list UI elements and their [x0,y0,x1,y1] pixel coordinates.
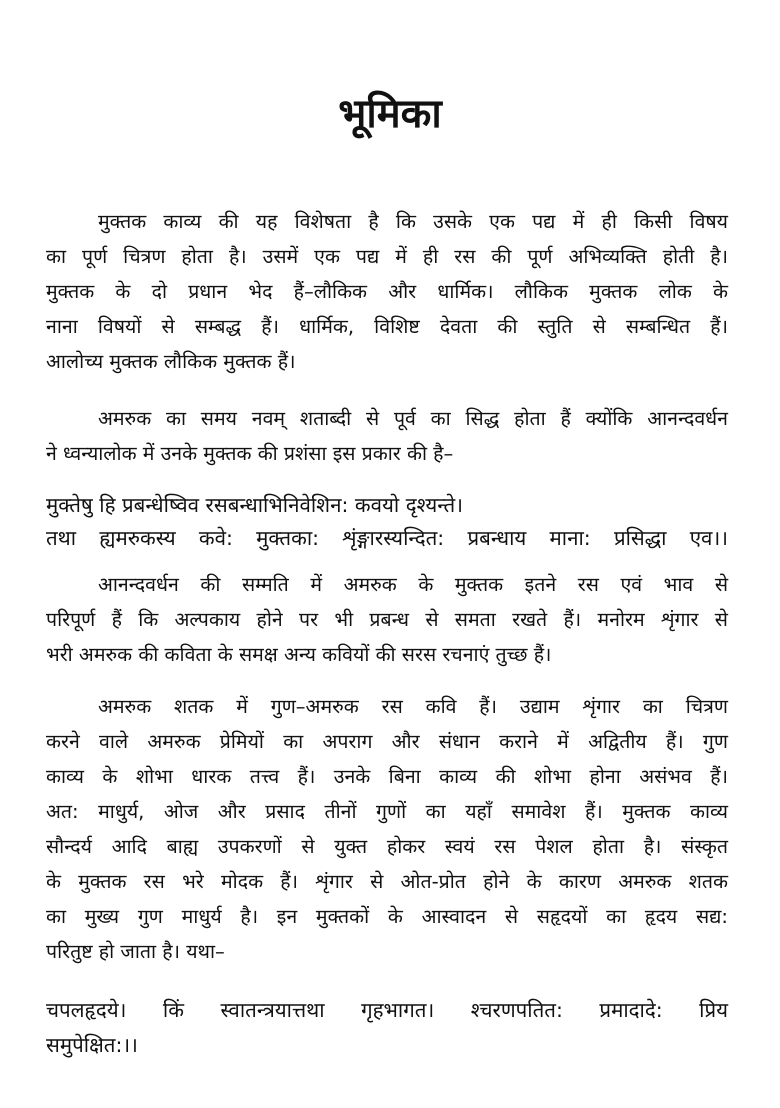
paragraph-2-line-1: अमरुक का समय नवम् शताब्दी से पूर्व का सिद्ध होता हैं क्योंकि आनन्दवर्धन [98,407,728,430]
verse-1-line-1: मुक्तेषु हि प्रबन्धेष्विव रसबन्धाभिनिवेशिन: कवयो दृश्यन्ते। [46,493,464,517]
paragraph-4-line-5: सौन्दर्य आदि बाह्य उपकरणों से युक्त होकर स्वयं रस पेशल होता है। संस्कृत [46,835,728,858]
paragraph-1-line-4: नाना विषयों से सम्बद्ध हैं। धार्मिक, विशिष्ट देवता की स्तुति से सम्बन्धित हैं। [46,315,728,338]
paragraph-4-line-7: का मुख्य गुण माधुर्य है। इन मुक्तकों के आस्वादन से सहृदयों का हृदय सद्य: [46,905,728,928]
paragraph-2-line-2: ने ध्वन्यालोक में उनके मुक्तक की प्रशंसा इस प्रकार की है– [46,442,454,465]
paragraph-1-line-5: आलोच्य मुक्तक लौकिक मुक्तक हैं। [46,350,296,373]
paragraph-4-line-8: परितुष्ट हो जाता है। यथा– [46,940,225,963]
verse-2-line-2: समुपेक्षित:।। [46,1033,138,1057]
verse-2-line-1: चपलहृदये। किं स्वातन्त्रयात्तथा गृहभागत। श्चरणपतित: प्रमादादे: प्रिय [46,998,728,1022]
paragraph-4-line-6: के मुक्तक रस भरे मोदक हैं। शृंगार से ओत-प्रोत होने के कारण अमरुक शतक [46,870,728,893]
paragraph-4-line-2: करने वाले अमरुक प्रेमियों का अपराग और संधान कराने में अद्वितीय हैं। गुण [46,730,728,753]
paragraph-4-line-4: अत: माधुर्य, ओज और प्रसाद तीनों गुणों का यहाँ समावेश हैं। मुक्तक काव्य [46,800,728,823]
paragraph-4-line-1: अमरुक शतक में गुण–अमरुक रस कवि हैं। उद्याम शृंगार का चित्रण [98,695,728,718]
paragraph-3-line-1: आनन्दवर्धन की सम्मति में अमरुक के मुक्तक इतने रस एवं भाव से [98,573,728,596]
paragraph-1-line-3: मुक्तक के दो प्रधान भेद हैं–लौकिक और धार्मिक। लौकिक मुक्तक लोक के [46,280,728,303]
paragraph-1-line-2: का पूर्ण चित्रण होता है। उसमें एक पद्य में ही रस की पूर्ण अभिव्यक्ति होती है। [46,245,728,268]
verse-1-line-2: तथा ह्यमरुकस्य कवे: मुक्तका: शृंङ्गारस्यन्दित: प्रबन्धाय माना: प्रसिद्धा एव।। [46,526,728,550]
page-title: भूमिका [338,91,442,137]
paragraph-3-line-3: भरी अमरुक की कविता के समक्ष अन्य कवियों की सरस रचनाएं तुच्छ हैं। [46,643,552,666]
paragraph-3-line-2: परिपूर्ण हैं कि अल्पकाय होने पर भी प्रबन्ध से समता रखते हैं। मनोरम शृंगार से [46,608,728,631]
paragraph-4-line-3: काव्य के शोभा धारक तत्त्व हैं। उनके बिना काव्य की शोभा होना असंभव हैं। [46,765,728,788]
paragraph-1-line-1: मुक्तक काव्य की यह विशेषता है कि उसके एक पद्य में ही किसी विषय [98,210,728,233]
